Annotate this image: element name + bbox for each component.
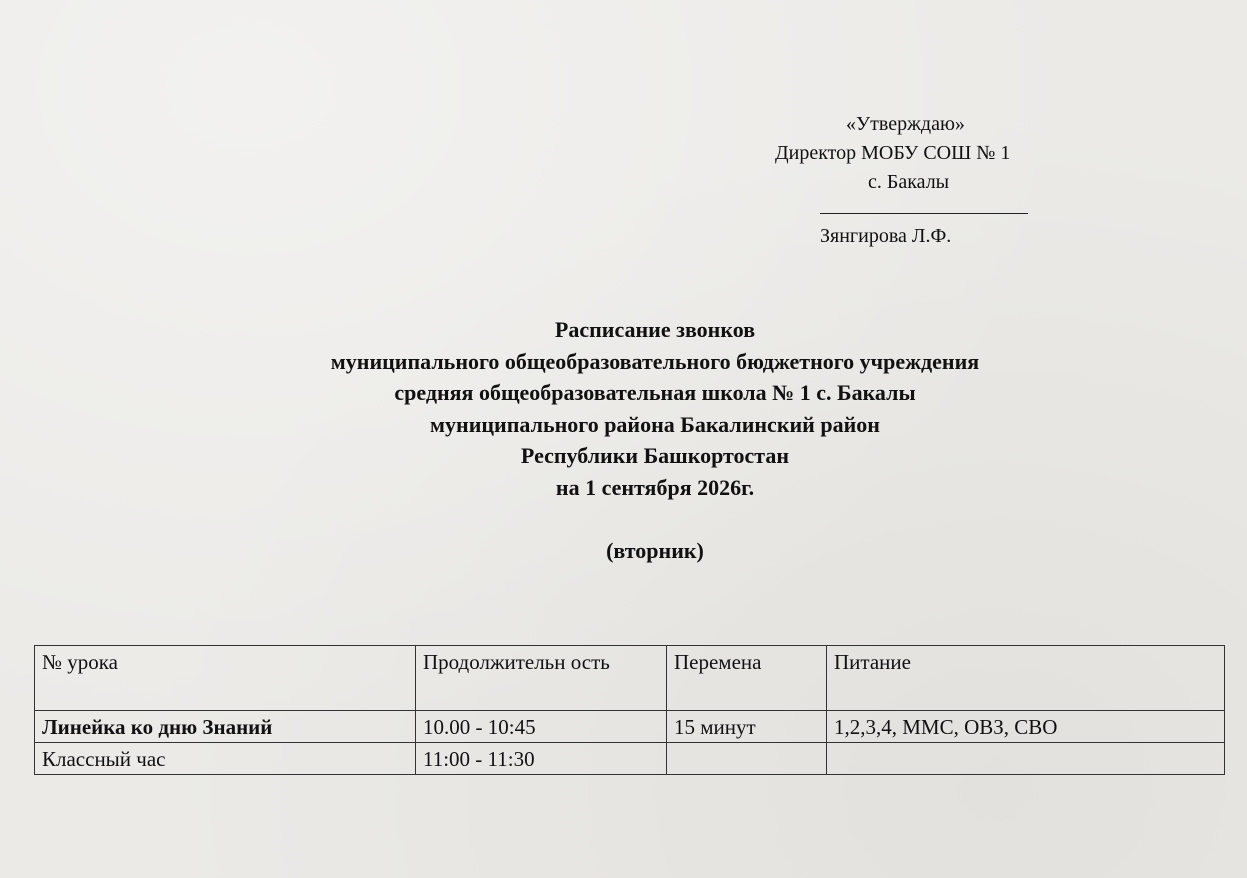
header-duration: Продолжительн ость bbox=[416, 646, 667, 711]
table-row bbox=[35, 711, 1225, 743]
signature-line bbox=[820, 213, 1028, 214]
cell-lesson: Линейка ко дню Знаний bbox=[35, 711, 416, 743]
cell-meals: 1,2,3,4, ММС, ОВЗ, СВО bbox=[827, 711, 1225, 743]
cell-break bbox=[667, 743, 827, 775]
approval-location: с. Бакалы bbox=[868, 171, 950, 193]
cell-duration: 10.00 - 10:45 bbox=[416, 711, 667, 743]
cell-lesson: Классный час bbox=[35, 743, 416, 775]
cell-break: 15 минут bbox=[667, 711, 827, 743]
title-line-4: муниципального района Бакалинский район bbox=[430, 411, 880, 437]
title-line-6: на 1 сентября 2026г. bbox=[555, 474, 755, 500]
cell-meals bbox=[827, 743, 1225, 775]
bell-schedule-table bbox=[34, 645, 1225, 775]
approval-heading: «Утверждаю» bbox=[846, 113, 965, 135]
title-line-5: Республики Башкортостан bbox=[520, 443, 790, 468]
title-weekday: (вторник) bbox=[606, 538, 704, 563]
header-lesson-number: № урока bbox=[35, 646, 416, 711]
title-line-1: Расписание звонков bbox=[554, 317, 756, 342]
document-title bbox=[0, 314, 1247, 567]
table-row bbox=[35, 743, 1225, 775]
header-break: Перемена bbox=[667, 646, 827, 711]
header-meals: Питание bbox=[827, 646, 1225, 711]
cell-duration: 11:00 - 11:30 bbox=[416, 743, 667, 775]
table-header-row bbox=[35, 646, 1225, 711]
approval-name: Зянгирова Л.Ф. bbox=[820, 225, 952, 247]
approval-position: Директор МОБУ СОШ № 1 bbox=[775, 142, 1011, 164]
title-line-3: средняя общеобразовательная школа № 1 с. Бакалы bbox=[394, 380, 916, 405]
title-line-2: муниципального общеобразовательного бюджетного учреждения bbox=[330, 348, 980, 374]
